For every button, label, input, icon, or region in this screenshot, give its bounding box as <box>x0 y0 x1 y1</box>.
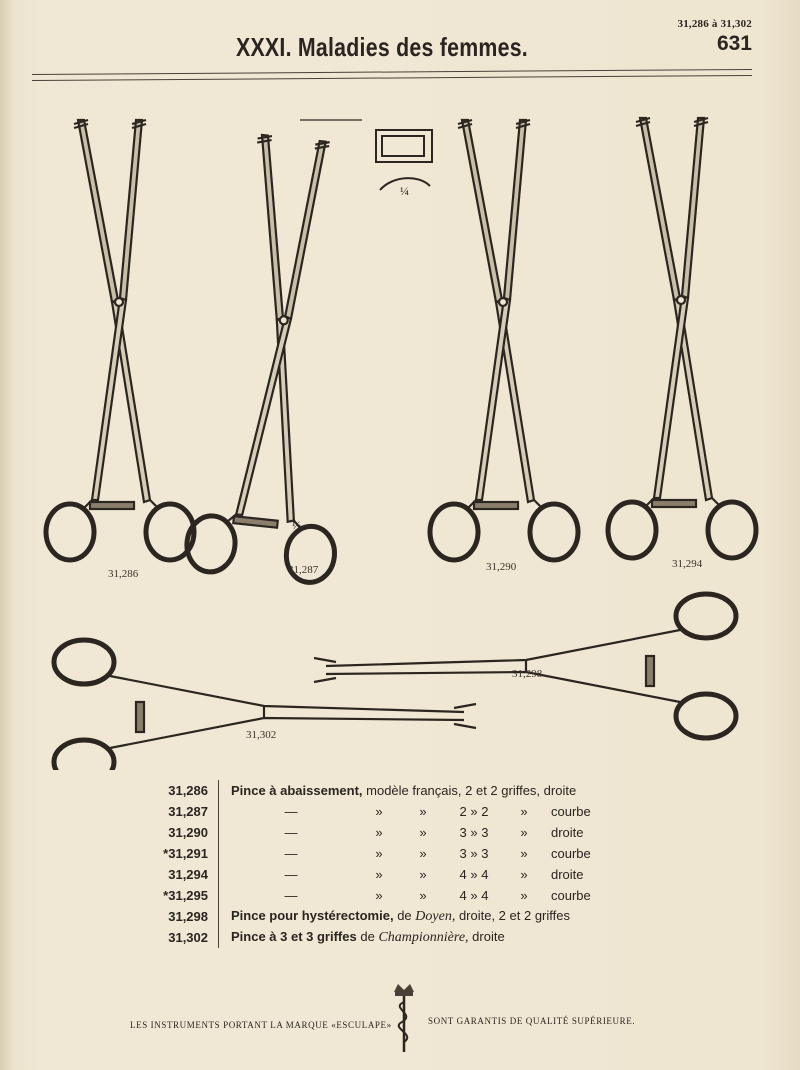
table-row <box>140 822 591 843</box>
item-description: — » » 2 » 2 » courbe <box>284 804 591 819</box>
item-description: — » » 3 » 3 » droite <box>284 825 584 840</box>
page-number: 631 <box>716 32 752 55</box>
item-description: — » » 4 » 4 » courbe <box>284 888 591 903</box>
item-description: Pince pour hystérectomie, de Doyen, droite, 2 et 2 griffes <box>231 908 570 924</box>
item-code: *31,295 <box>140 885 219 906</box>
table-row <box>140 885 591 906</box>
forceps-31294-illustration <box>608 118 756 558</box>
figure-caption: 31,302 <box>246 729 277 741</box>
header-rule <box>32 69 752 75</box>
table-row <box>140 801 591 822</box>
forceps-31298-illustration <box>314 594 736 738</box>
table-row <box>140 780 591 801</box>
header-rule <box>32 75 752 81</box>
item-code: *31,291 <box>140 843 219 864</box>
table-row <box>140 927 591 948</box>
table-row <box>140 843 591 864</box>
item-code: 31,302 <box>140 927 219 948</box>
item-description: — » » 3 » 3 » courbe <box>284 846 591 861</box>
item-code: 31,287 <box>140 801 219 822</box>
esculape-logo <box>386 982 422 1054</box>
footer-left-text: LES INSTRUMENTS PORTANT LA MARQUE «ESCULAPE» <box>130 1020 392 1030</box>
figure-caption: 31,298 <box>512 668 543 680</box>
item-description: Pince à abaissement, modèle français, 2 et 2 griffes, droite <box>231 783 577 798</box>
forceps-31286-illustration <box>46 120 194 560</box>
figure-caption: 31,286 <box>108 568 139 580</box>
instrument-list <box>140 780 591 948</box>
scale-note: ¼ <box>400 184 409 198</box>
figure-caption: 31,290 <box>486 561 517 573</box>
table-row <box>140 906 591 927</box>
figure-caption: 31,294 <box>672 558 703 570</box>
item-description: — » » 4 » 4 » droite <box>284 867 584 882</box>
item-code: 31,290 <box>140 822 219 843</box>
forceps-31302-illustration <box>54 640 476 770</box>
footer-right-text: SONT GARANTIS DE QUALITÉ SUPÉRIEURE. <box>428 1016 636 1026</box>
item-description: Pince à 3 et 3 griffes de Championnière, droite <box>231 929 505 945</box>
forceps-31287-illustration <box>184 132 377 585</box>
page-title: XXXI. Maladies des femmes. <box>236 32 528 62</box>
figure-caption: 31,287 <box>288 564 319 576</box>
item-code: 31,294 <box>140 864 219 885</box>
item-code: 31,286 <box>140 780 219 801</box>
page-range: 31,286 à 31,302 <box>677 18 752 30</box>
scale-note: ½ <box>292 518 301 532</box>
table-row <box>140 864 591 885</box>
item-code: 31,298 <box>140 906 219 927</box>
forceps-31290-illustration <box>430 120 578 560</box>
